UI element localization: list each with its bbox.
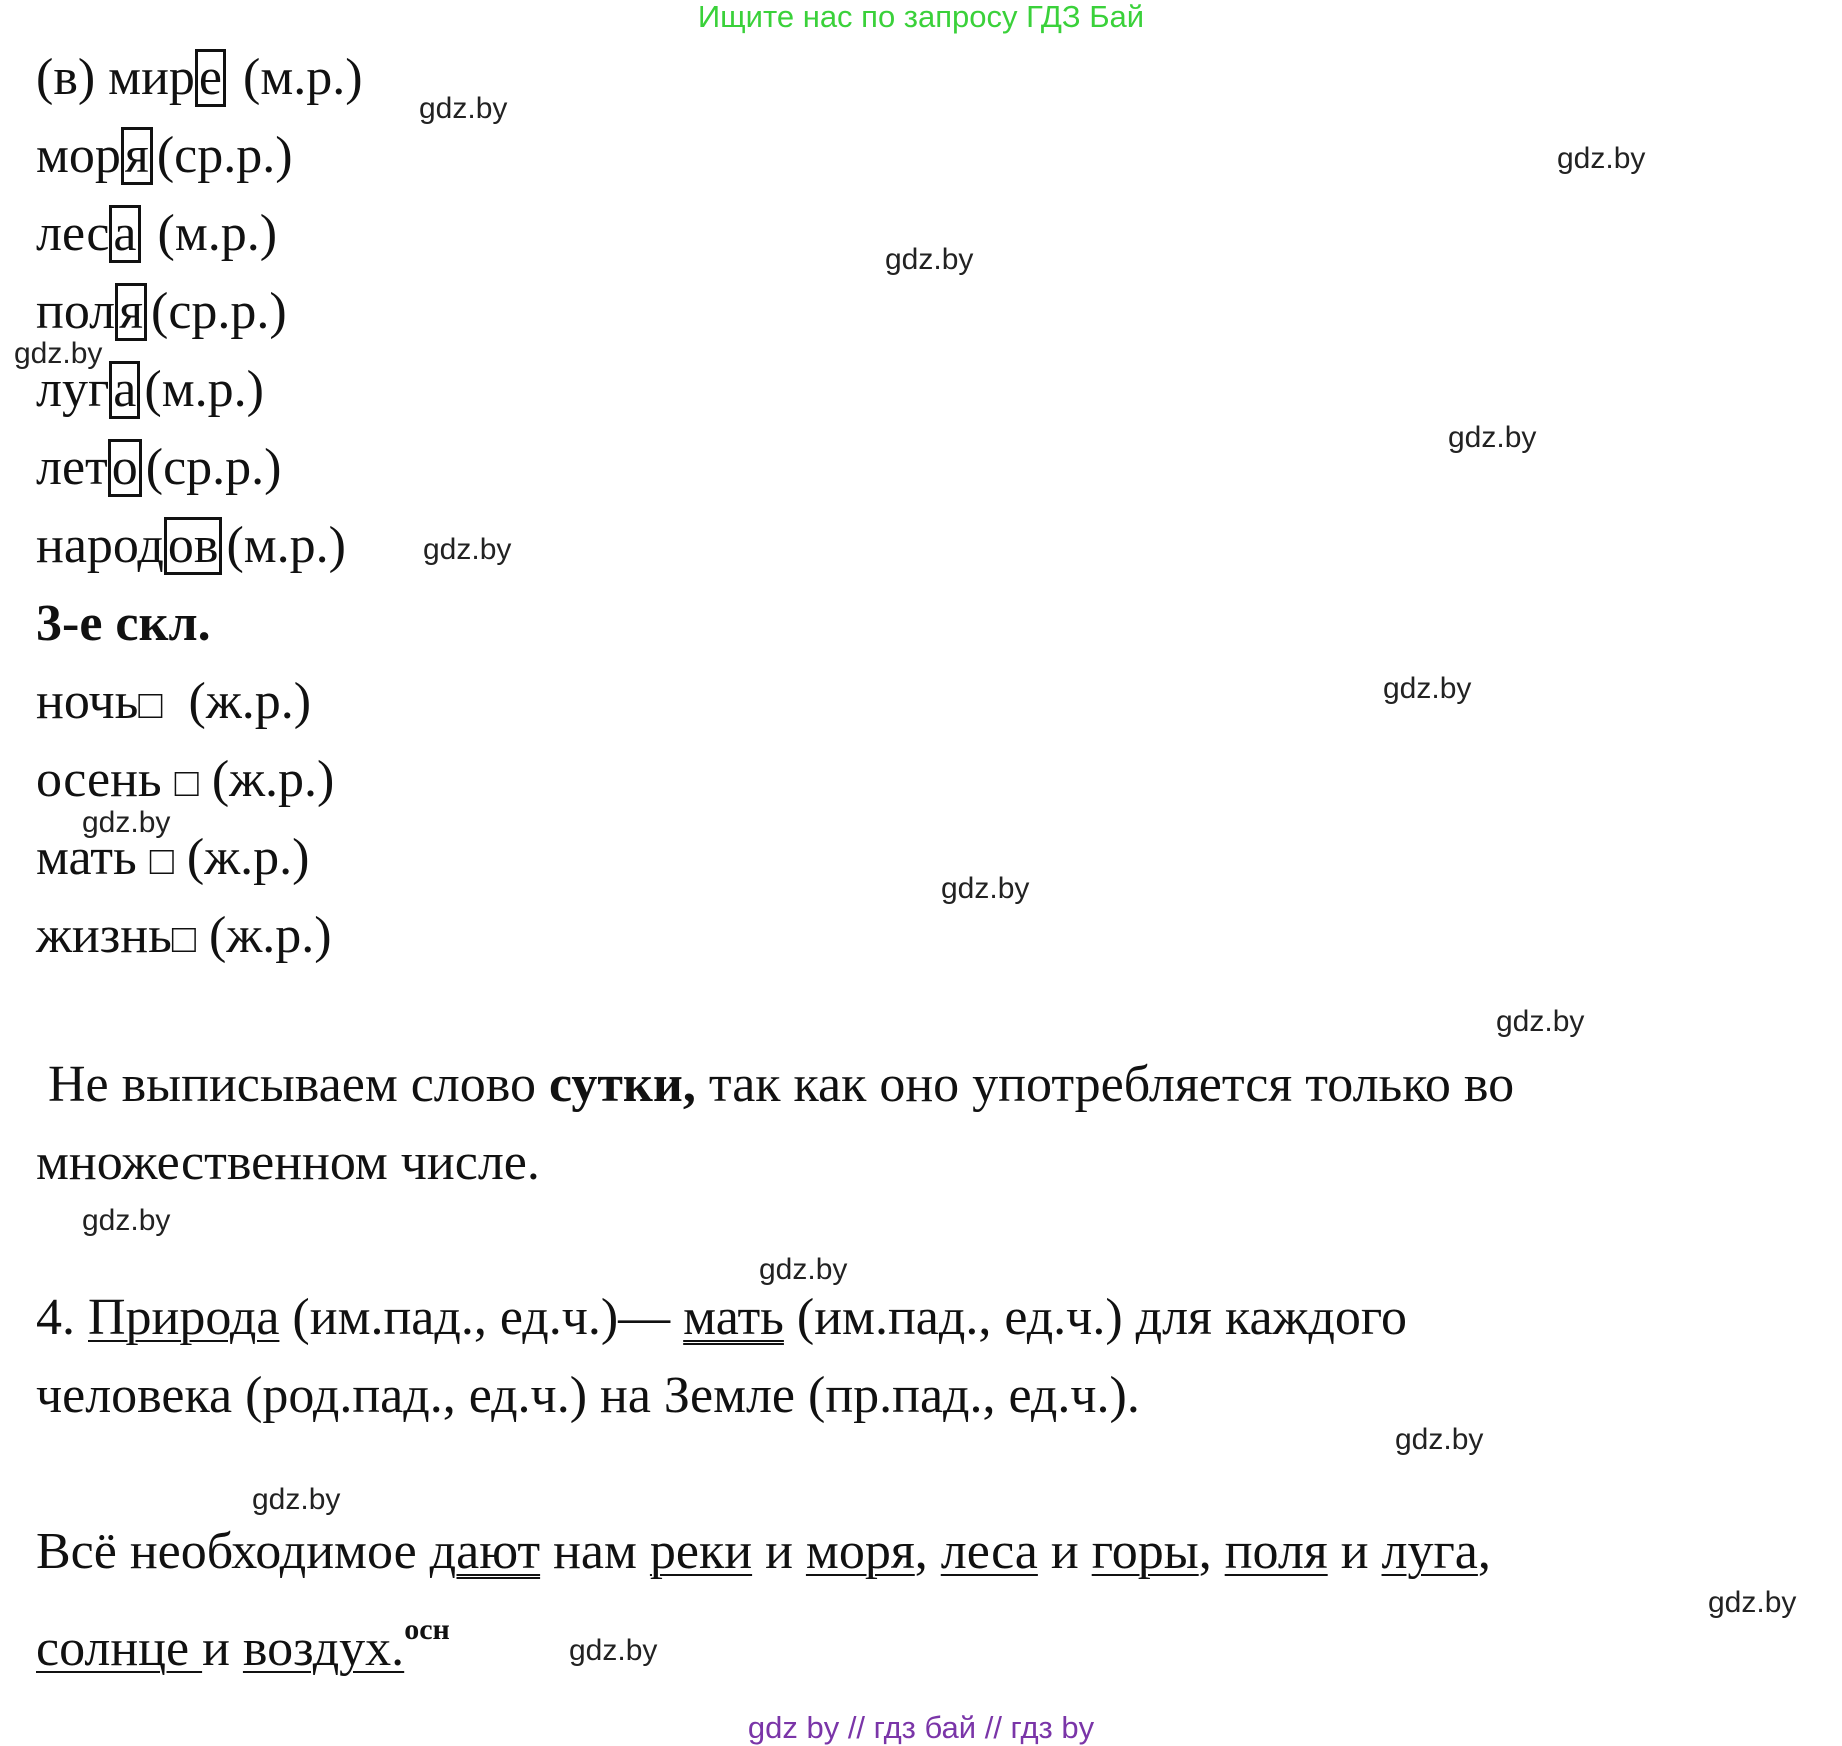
note-bold-word: сутки, bbox=[548, 1056, 696, 1113]
watermark: gdz.by bbox=[423, 533, 512, 566]
declension-heading: 3-е скл. bbox=[36, 595, 211, 652]
watermark: gdz.by bbox=[885, 243, 974, 276]
gender-label: (ж.р.) bbox=[211, 751, 335, 808]
ending-box: ов bbox=[164, 517, 223, 575]
note-line-1 bbox=[48, 1055, 1514, 1115]
watermark: gdz.by bbox=[1708, 1586, 1797, 1619]
empty-ending-mark: □ bbox=[138, 682, 163, 727]
watermark: gdz.by bbox=[82, 806, 171, 839]
sentence-line-2 bbox=[36, 1600, 450, 1679]
ending-box: а bbox=[109, 205, 140, 263]
task-text: (им.пад., ед.ч.) для каждого bbox=[783, 1289, 1407, 1346]
note-text: так как оно употребляется только во bbox=[695, 1056, 1515, 1113]
subject-word: моря bbox=[805, 1523, 915, 1580]
gender-label: (ж.р.) bbox=[186, 829, 310, 886]
empty-ending-mark: □ bbox=[171, 916, 197, 961]
word: осень bbox=[36, 751, 162, 808]
word-line-10 bbox=[36, 828, 309, 891]
task-number: 4. bbox=[36, 1289, 88, 1346]
watermark: gdz.by bbox=[1383, 672, 1472, 705]
subject-word: поля bbox=[1224, 1523, 1328, 1580]
ending-box: я bbox=[115, 283, 147, 341]
word-stem: луг bbox=[36, 361, 110, 418]
watermark: gdz.by bbox=[1395, 1423, 1484, 1456]
predicate-word: дают bbox=[429, 1523, 541, 1580]
sentence-text: , bbox=[914, 1523, 941, 1580]
subject-word: Природа bbox=[88, 1289, 280, 1346]
subject-word: леса bbox=[940, 1523, 1038, 1580]
word-line-6 bbox=[36, 438, 281, 498]
ending-box: я bbox=[121, 127, 153, 185]
gender-label: (ср.р.) bbox=[151, 283, 287, 340]
watermark: gdz.by bbox=[1557, 142, 1646, 175]
gender-label: (ср.р.) bbox=[156, 127, 293, 184]
gender-label: (м.р.) bbox=[243, 49, 363, 106]
gender-label: (м.р.) bbox=[226, 517, 346, 574]
word-line-1 bbox=[36, 48, 363, 108]
word-line-2 bbox=[36, 126, 293, 186]
word-line-9 bbox=[36, 750, 334, 813]
sentence-text: Всё необходимое bbox=[36, 1523, 430, 1580]
task-text: (им.пад., ед.ч.)— bbox=[279, 1289, 684, 1346]
gender-label: (ж.р.) bbox=[209, 907, 332, 964]
word-line-4 bbox=[36, 282, 287, 342]
sentence-text: и bbox=[752, 1523, 806, 1580]
gender-label: (ср.р.) bbox=[145, 439, 282, 496]
watermark: gdz.by bbox=[419, 92, 508, 125]
word-line-8 bbox=[36, 672, 311, 735]
word-stem: мор bbox=[36, 127, 121, 184]
ending-box: а bbox=[109, 361, 140, 419]
sentence-text: и bbox=[1037, 1523, 1092, 1580]
task4-line-1 bbox=[36, 1288, 1407, 1348]
predicate-word: мать bbox=[683, 1289, 784, 1346]
gender-label: (м.р.) bbox=[157, 205, 278, 262]
note-text: Не выписываем слово bbox=[48, 1056, 549, 1113]
watermark: gdz.by bbox=[14, 337, 103, 370]
watermark: gdz.by bbox=[252, 1483, 341, 1516]
footer-links: gdz by // гдз бай // гдз by bbox=[747, 1710, 1095, 1745]
subject-word: луга bbox=[1381, 1523, 1478, 1580]
note-line-2: множественном числе. bbox=[36, 1134, 540, 1191]
sentence-text: , bbox=[1198, 1523, 1225, 1580]
word-stem: лет bbox=[36, 439, 108, 496]
word-stem: (в) мир bbox=[36, 49, 195, 106]
sentence-text: , bbox=[1477, 1523, 1491, 1580]
empty-ending-mark: □ bbox=[174, 760, 199, 805]
word-stem: народ bbox=[36, 517, 164, 574]
gender-label: (м.р.) bbox=[144, 361, 264, 418]
word: ночь bbox=[36, 673, 139, 730]
sentence-type-mark: осн bbox=[404, 1613, 450, 1646]
word-stem: пол bbox=[36, 283, 116, 340]
subject-word: солнце bbox=[36, 1620, 203, 1677]
sentence-text: и bbox=[202, 1620, 243, 1677]
watermark: gdz.by bbox=[941, 872, 1030, 905]
subject-word: горы bbox=[1091, 1523, 1199, 1580]
sentence-text: нам bbox=[540, 1523, 650, 1580]
word-line-11 bbox=[36, 906, 332, 969]
ending-box: е bbox=[195, 49, 226, 107]
watermark: gdz.by bbox=[1448, 421, 1537, 454]
watermark: gdz.by bbox=[82, 1204, 171, 1237]
word-line-3 bbox=[36, 204, 277, 264]
subject-word: воздух. bbox=[242, 1620, 405, 1677]
ending-box: о bbox=[108, 439, 142, 497]
word: мать bbox=[36, 829, 137, 886]
word-stem: лес bbox=[36, 205, 110, 262]
gender-label: (ж.р.) bbox=[188, 673, 312, 730]
empty-ending-mark: □ bbox=[149, 838, 174, 883]
task4-line-2: человека (род.пад., ед.ч.) на Земле (пр.пад., ед.ч.). bbox=[36, 1367, 1140, 1424]
top-banner: Ищите нас по запросу ГДЗ Бай bbox=[697, 0, 1145, 34]
sentence-line-1 bbox=[36, 1522, 1491, 1582]
subject-word: реки bbox=[649, 1523, 753, 1580]
sentence-text: и bbox=[1327, 1523, 1382, 1580]
watermark: gdz.by bbox=[1496, 1005, 1585, 1038]
word: жизнь bbox=[36, 907, 172, 964]
word-line-7 bbox=[36, 516, 346, 576]
watermark: gdz.by bbox=[569, 1634, 658, 1667]
watermark: gdz.by bbox=[759, 1253, 848, 1286]
